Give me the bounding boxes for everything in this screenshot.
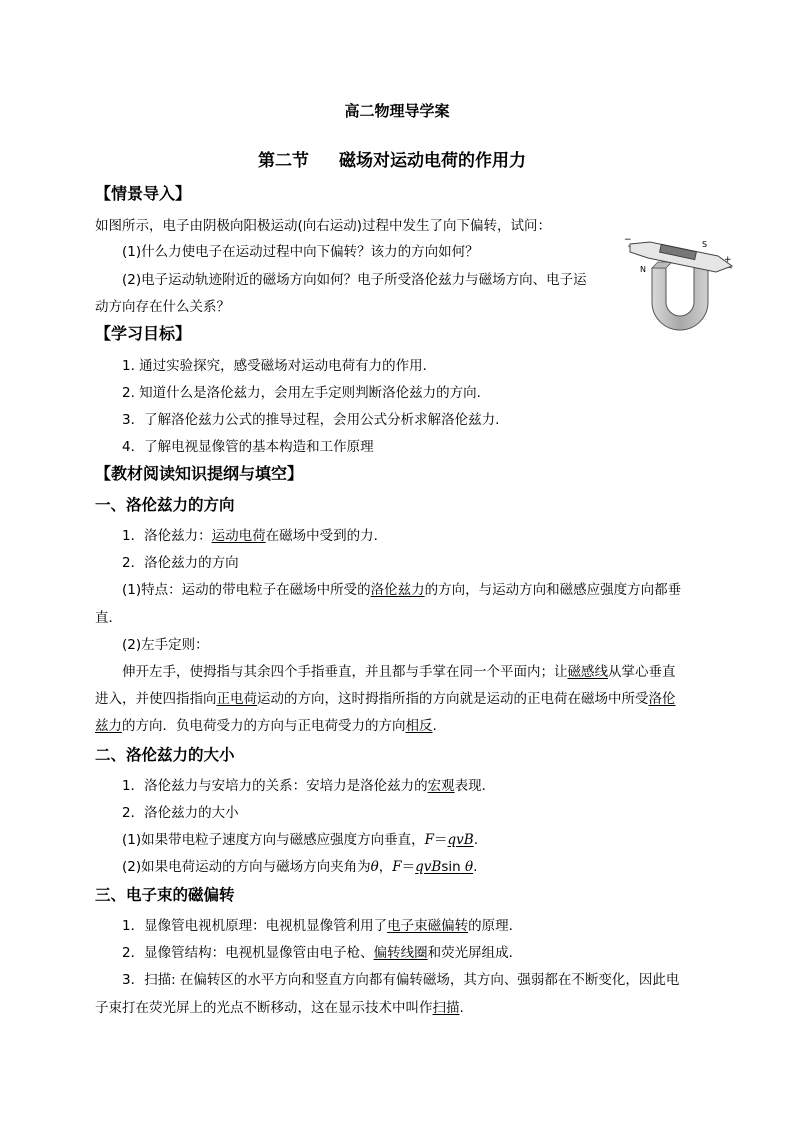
s2-line-1: 1．洛伦兹力与安培力的关系：安培力是洛伦兹力的宏观表现．: [122, 778, 496, 794]
s1-line-7: 进入，并使四指指向正电荷运动的方向，这时拇指所指的方向就是运动的正电荷在磁场中所受洛伦: [95, 691, 676, 707]
s1-line-3: (1)特点：运动的带电粒子在磁场中所受的洛伦兹力的方向，与运动方向和磁感应强度方向都垂: [122, 582, 682, 598]
intro-question-2a: (2)电子运动轨迹附近的磁场方向如何？电子所受洛伦兹力与磁场方向、电子运: [122, 272, 587, 288]
s1-line-2: 2．洛伦兹力的方向: [122, 555, 239, 571]
blank-answer: 正电荷: [216, 691, 257, 707]
s1-line-5: (2)左手定则：: [122, 637, 209, 653]
blank-answer: 相反: [405, 718, 433, 734]
goal-1: 1. 通过实验探究，感受磁场对运动电荷有力的作用.: [122, 358, 427, 374]
plus-label: +: [724, 255, 732, 265]
goal-2: 2. 知道什么是洛伦兹力，会用左手定则判断洛伦兹力的方向.: [122, 385, 481, 401]
section-2-title: 二、洛伦兹力的大小: [95, 746, 235, 764]
goals-heading: 【学习目标】: [95, 324, 192, 343]
section-1-title: 一、洛伦兹力的方向: [95, 496, 235, 514]
blank-answer: 宏观: [427, 778, 455, 794]
section-number: 第二节: [258, 151, 309, 171]
s1-line-1: 1．洛伦兹力：运动电荷在磁场中受到的力．: [122, 528, 388, 544]
s1-line-6: 伸开左手，使拇指与其余四个手指垂直，并且都与手掌在同一个平面内；让磁感线从掌心垂直: [122, 664, 676, 680]
document-title: 高二物理导学案: [344, 102, 450, 120]
south-pole-label: S: [702, 240, 708, 249]
intro-question-2b: 动方向存在什么关系？: [95, 299, 230, 315]
blank-answer: qvBsin θ: [415, 859, 474, 875]
minus-label: −: [624, 235, 632, 245]
blank-answer: qvB: [447, 832, 474, 848]
s1-line-8: 兹力的方向．负电荷受力的方向与正电荷受力的方向相反.: [95, 718, 437, 734]
s3-line-1: 1．显像管电视机原理：电视机显像管利用了电子束磁偏转的原理．: [122, 918, 523, 934]
s2-line-3: (1)如果带电粒子速度方向与磁感应强度方向垂直，F＝qvB.: [122, 832, 478, 848]
s2-line-4: (2)如果电荷运动的方向与磁场方向夹角为θ，F＝qvBsin θ.: [122, 859, 478, 875]
s1-line-4: 直．: [95, 610, 122, 626]
goal-3: 3．了解洛伦兹力公式的推导过程，会用公式分析求解洛伦兹力.: [122, 412, 500, 428]
reading-heading: 【教材阅读知识提纲与填空】: [95, 464, 304, 483]
blank-answer: 运动电荷: [211, 528, 266, 544]
magnet-tube-figure: [620, 228, 738, 346]
blank-answer: 扫描: [432, 1000, 460, 1016]
s3-line-2: 2．显像管结构：电视机显像管由电子枪、偏转线圈和荧光屏组成．: [122, 945, 523, 961]
section-3-title: 三、电子束的磁偏转: [95, 886, 235, 904]
goal-4: 4．了解电视显像管的基本构造和工作原理: [122, 439, 374, 455]
blank-answer: 洛伦: [648, 691, 676, 707]
s2-line-2: 2．洛伦兹力的大小: [122, 805, 239, 821]
intro-paragraph-1: 如图所示，电子由阴极向阳极运动(向右运动)过程中发生了向下偏转，试问：: [95, 218, 552, 234]
blank-answer: 洛伦兹力: [370, 582, 425, 598]
s3-line-4: 子束打在荧光屏上的光点不断移动，这在显示技术中叫作扫描.: [95, 1000, 464, 1016]
intro-question-1: (1)什么力使电子在运动过程中向下偏转？该力的方向如何？: [122, 244, 479, 260]
blank-answer: 偏转线圈: [373, 945, 428, 961]
blank-answer: 磁感线: [567, 664, 608, 680]
intro-heading: 【情景导入】: [95, 184, 192, 203]
section-title: [258, 146, 526, 171]
north-pole-label: N: [640, 265, 646, 274]
blank-answer: 电子束磁偏转: [387, 918, 469, 934]
section-name: 磁场对运动电荷的作用力: [339, 151, 526, 171]
s3-line-3: 3．扫描: 在偏转区的水平方向和竖直方向都有偏转磁场，其方向、强弱都在不断变化，因此电: [122, 972, 680, 988]
blank-answer: 兹力: [95, 718, 122, 734]
